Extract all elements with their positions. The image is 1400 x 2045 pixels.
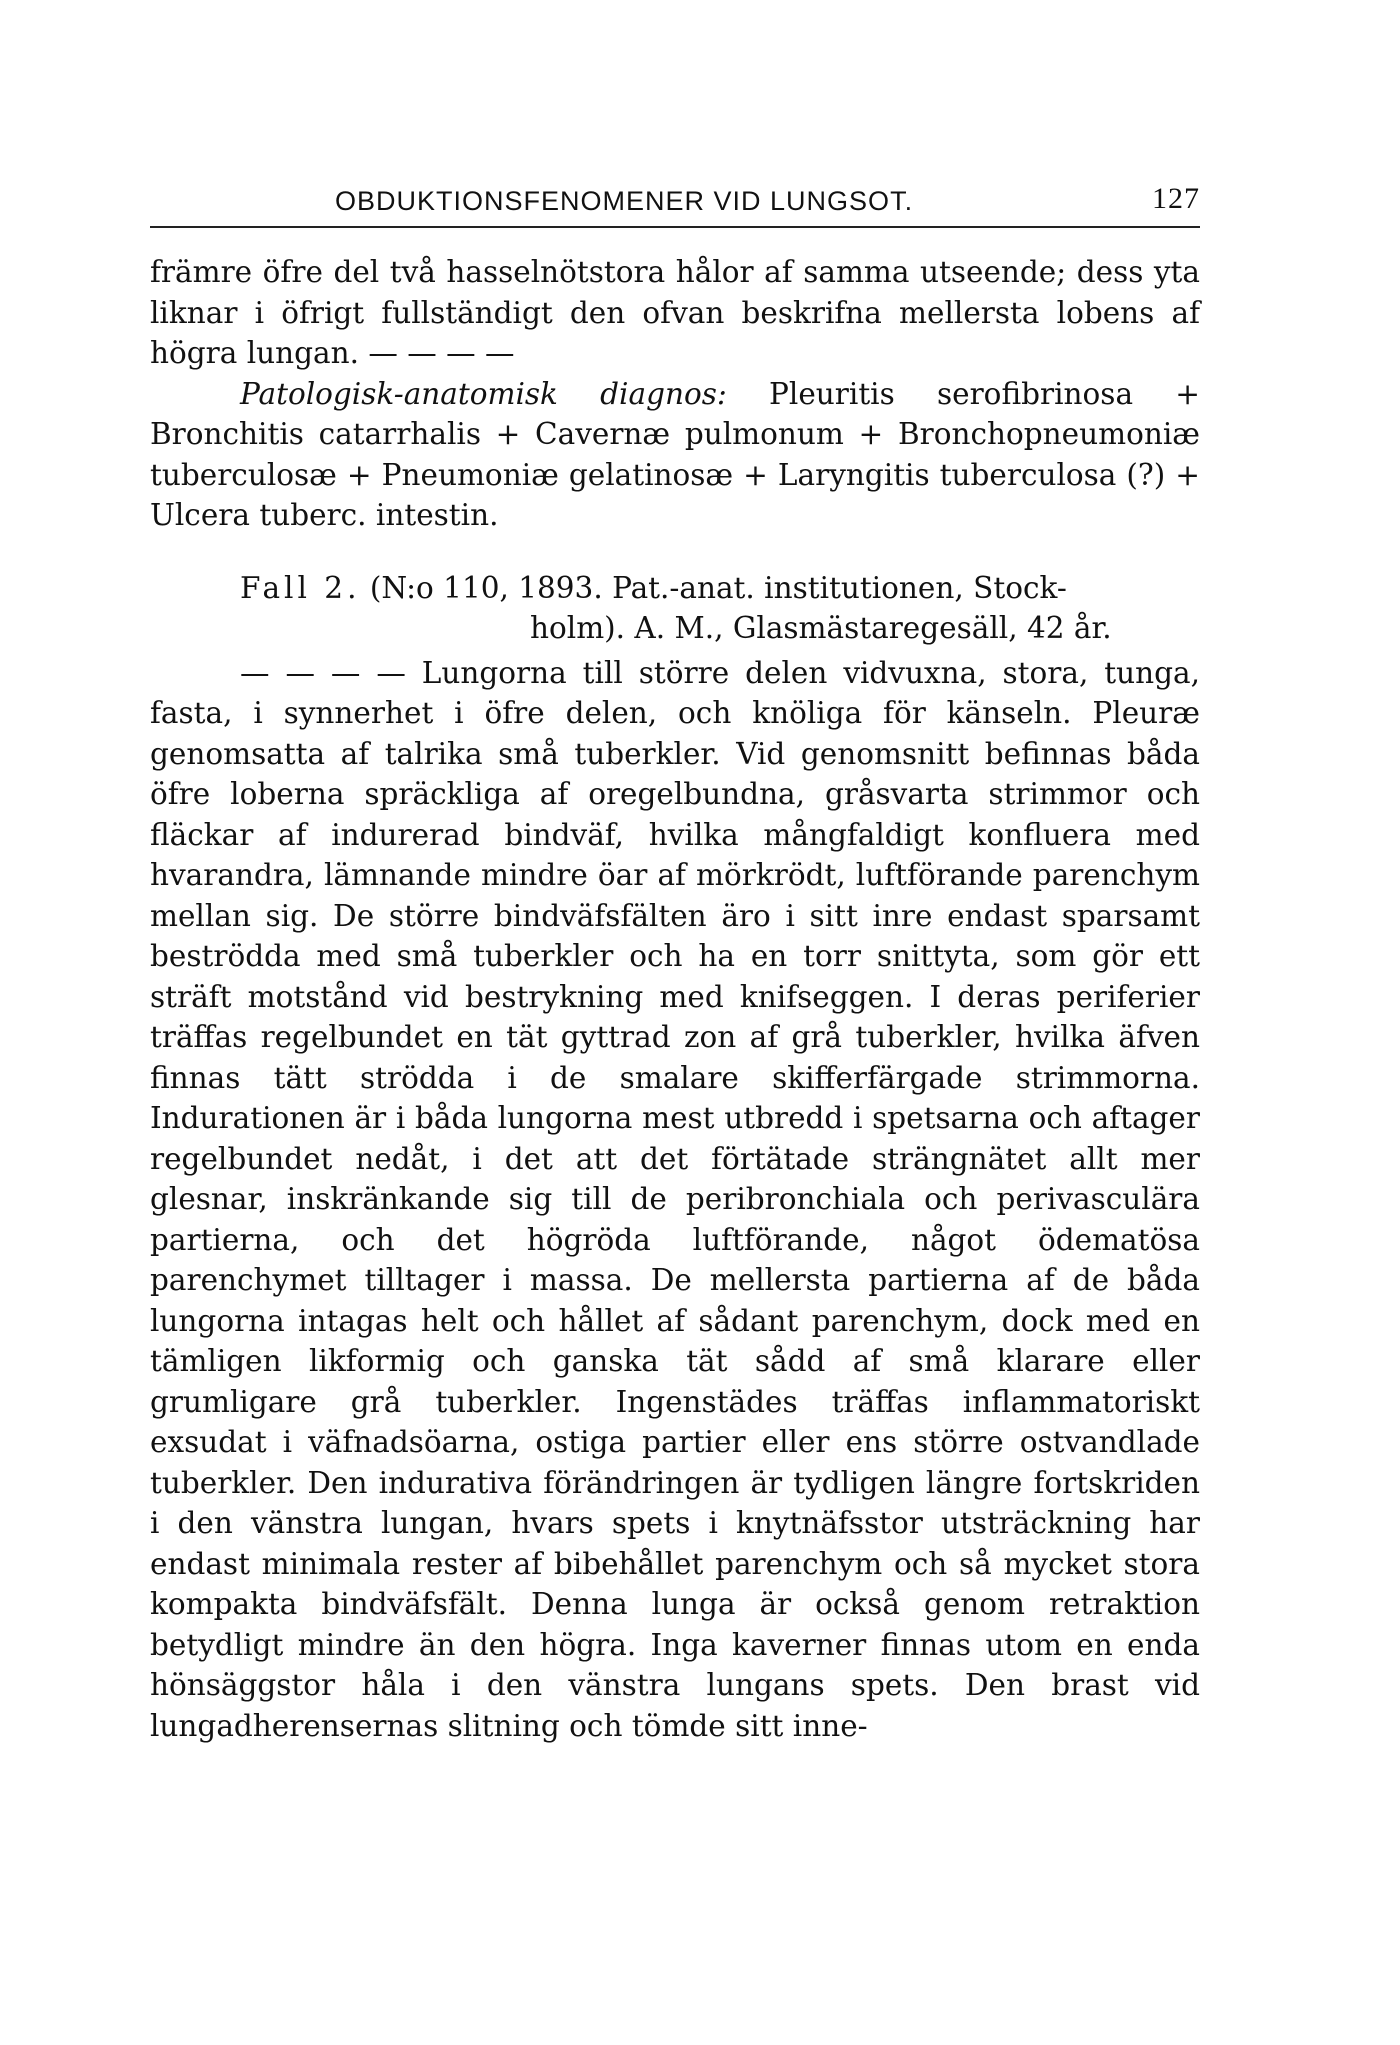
page-number: 127: [1152, 182, 1200, 215]
paragraph-continuation: främre öfre del två hasselnötstora hålor af samma utseende; dess yta liknar i öfrigt fullständigt den ofvan beskrifna mellersta lobens af högra lungan. — — — —: [150, 255, 1200, 370]
running-title: OBDUKTIONSFENOMENER VID LUNGSOT.: [335, 186, 914, 216]
running-header: [150, 180, 1200, 224]
paragraph-case-description: — — — — Lungorna till större delen vidvuxna, stora, tunga, fasta, i synnerhet i öfre delen, och knöliga för känseln. Pleuræ genomsatta af talrika små tuberkler. Vid genomsnitt befinnas båda öfre loberna spräckliga af oregelbundna, gråsvarta strimmor och fläckar af indurerad bindväf, hvilka mångfaldigt konfluera med hvarandra, lämnande mindre öar af mörkrödt, luftförande parenchym mellan sig. De större bindväfsfälten äro i sitt inre endast sparsamt beströdda med små tuberkler och ha en torr snittyta, som gör ett sträft motstånd vid bestrykning med knifseggen. I deras periferier träffas regelbundet en tät gyttrad zon af grå tuberkler, hvilka äfven finnas tätt strödda i de smalare skifferfärgade strimmorna. Indurationen är i båda lungorna mest utbredd i spetsarna och aftager regelbundet nedåt, i det att det förtätade strängnätet allt mer glesnar, inskränkande sig till de peribronchiala och perivasculära partierna, och det högröda luftförande, något ödematösa parenchymet tilltager i massa. De mellersta partierna af de båda lungorna intagas helt och hållet af sådant parenchym, dock med en tämligen likformig och ganska tät sådd af små klarare eller grumligare grå tuberkler. Ingenstädes träffas inflammatoriskt exsudat i väfnadsöarna, ostiga partier eller ens större ostvandlade tuberkler. Den indurativa förändringen är tydligen längre fortskriden i den vänstra lungan, hvars spets i knytnäfsstor utsträckning har endast minimala rester af bibehållet parenchym och så mycket stora kompakta bindväfsfält. Denna lunga är också genom retraktion betydligt mindre än den högra. Inga kaverner finnas utom en enda hönsäggstor håla i den vänstra lungans spets. Den brast vid lungadherensernas slitning och tömde sitt inne-: [150, 655, 1200, 1743]
case-heading-line2: holm). A. M., Glasmästaregesäll, 42 år.: [530, 611, 1112, 645]
diagnosis-text: Pleuritis serofibrinosa + Bronchitis catarrhalis + Cavernæ pulmonum + Bronchopneumoniæ tuberculosæ + Pneumoniæ gelatinosæ + Laryngitis tuberculosa (?) + Ulcera tuberc. intestin.: [150, 376, 1200, 532]
case-heading-line1: [150, 568, 1200, 609]
document-page: [150, 180, 1200, 1746]
header-rule: [150, 226, 1200, 228]
case-heading: [150, 568, 1200, 649]
case-heading-rest: (N:o 110, 1893. Pat.-anat. institutionen, Stock-: [360, 570, 1067, 605]
diagnosis-label: Patologisk-anatomisk diagnos:: [240, 376, 727, 411]
body-text: [150, 252, 1200, 1746]
paragraph-diagnosis: [150, 374, 1200, 536]
case-label: Fall 2.: [240, 570, 361, 605]
